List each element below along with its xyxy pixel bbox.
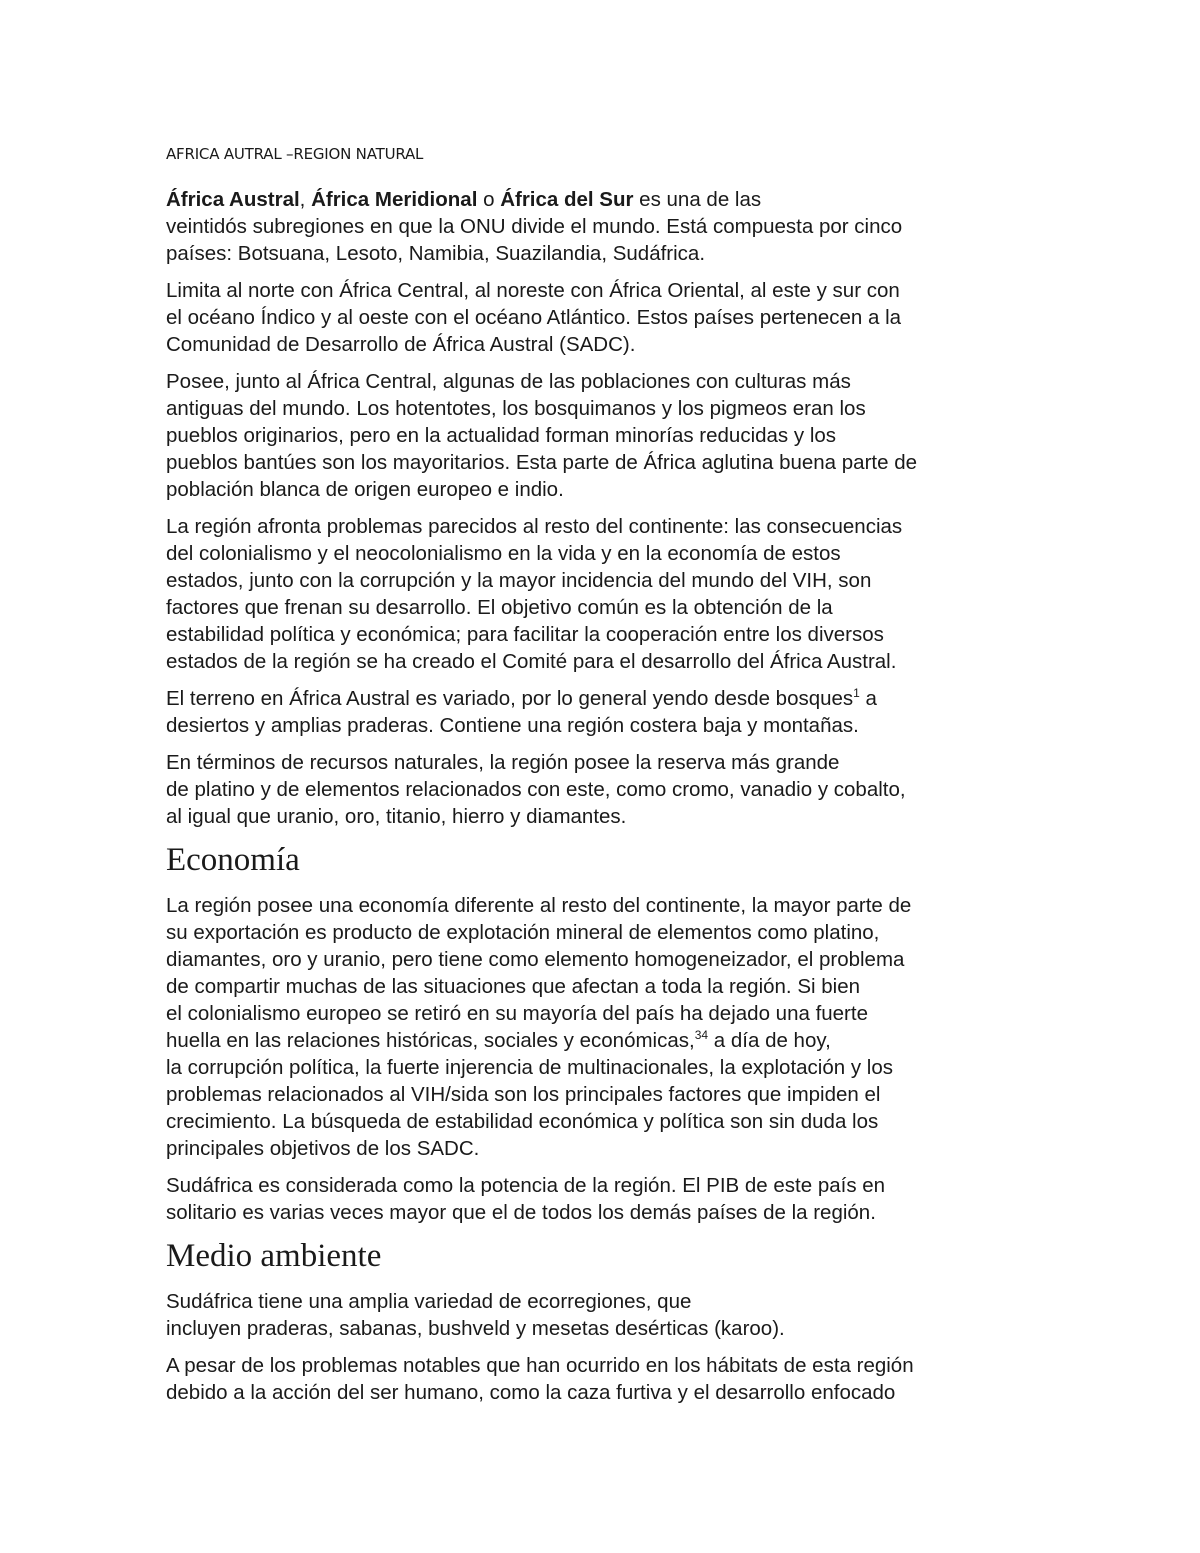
text-line: países: Botsuana, Lesoto, Namibia, Suazilandia, Sudáfrica. [166,242,706,265]
text-line: estados de la región se ha creado el Comité para el desarrollo del África Austral. [166,650,897,673]
document-title: AFRICA AUTRAL –REGION NATURAL [166,145,424,163]
text-line: Comunidad de Desarrollo de África Austral (SADC). [166,333,636,356]
paragraph-populations [166,368,1046,503]
text-line: su exportación es producto de explotación mineral de elementos como platino, [166,921,880,944]
text-line: de compartir muchas de las situaciones que afectan a toda la región. Si bien [166,975,860,998]
text-line: En términos de recursos naturales, la región posee la reserva más grande [166,751,840,774]
text-line: La región posee una economía diferente al resto del continente, la mayor parte de [166,894,912,917]
text-line: La región afronta problemas parecidos al resto del continente: las consecuencias [166,515,903,538]
heading-economia: Economía [166,842,300,878]
paragraph-ecoregions [166,1288,1046,1342]
heading-medio-ambiente: Medio ambiente [166,1238,382,1274]
term-africa-del-sur: África del Sur [500,188,634,211]
text-line: población blanca de origen europeo e indio. [166,478,564,501]
text-line: crecimiento. La búsqueda de estabilidad económica y política son sin duda los [166,1110,879,1133]
text-line: solitario es varias veces mayor que el de todos los demás países de la región. [166,1201,876,1224]
paragraph-limits [166,277,1046,358]
text-line: A pesar de los problemas notables que han ocurrido en los hábitats de esta región [166,1354,914,1377]
text-line: de platino y de elementos relacionados con este, como cromo, vanadio y cobalto, [166,778,906,801]
text-line: estados, junto con la corrupción y la mayor incidencia del mundo del VIH, son [166,569,872,592]
text-line: veintidós subregiones en que la ONU divide el mundo. Está compuesta por cinco [166,215,903,238]
text-line: desiertos y amplias praderas. Contiene una región costera baja y montañas. [166,714,859,737]
text-line: Sudáfrica es considerada como la potencia de la región. El PIB de este país en [166,1174,886,1197]
footnote-ref[interactable]: 1 [853,686,860,701]
text-line: pueblos bantúes son los mayoritarios. Esta parte de África aglutina buena parte de [166,451,917,474]
paragraph-habitats [166,1352,1046,1406]
text-line: huella en las relaciones históricas, sociales y económicas,$^{34}$ a día de hoy, [166,1028,831,1052]
text-line: al igual que uranio, oro, titanio, hierro y diamantes. [166,805,627,828]
text-line: el colonialismo europeo se retiró en su mayoría del país ha dejado una fuerte [166,1002,868,1025]
text-line: incluyen praderas, sabanas, bushveld y mesetas desérticas (karoo). [166,1317,785,1340]
document-page [166,140,1046,1416]
paragraph-resources [166,749,1046,830]
text-line: del colonialismo y el neocolonialismo en la vida y en la economía de estos [166,542,841,565]
paragraph-gdp [166,1172,1046,1226]
term-africa-austral: África Austral [166,188,300,211]
paragraph-economy [166,892,1046,1162]
text-line: el océano Índico y al oeste con el océano Atlántico. Estos países pertenecen a la [166,306,902,329]
text-line: El terreno en África Austral es variado, por lo general yendo desde bosques$^1$ a [166,686,877,710]
text-line: Limita al norte con África Central, al noreste con África Oriental, al este y sur con [166,279,900,302]
text-line: Posee, junto al África Central, algunas de las poblaciones con culturas más [166,370,851,393]
text-line: problemas relacionados al VIH/sida son los principales factores que impiden el [166,1083,881,1106]
term-africa-meridional: África Meridional [311,188,478,211]
text-line: antiguas del mundo. Los hotentotes, los bosquimanos y los pigmeos eran los [166,397,866,420]
text-line: debido a la acción del ser humano, como la caza furtiva y el desarrollo enfocado [166,1381,896,1404]
footnote-ref[interactable]: 34 [694,1028,709,1043]
paragraph-terrain [166,685,1046,739]
text-line: estabilidad política y económica; para facilitar la cooperación entre los diversos [166,623,884,646]
text-line: diamantes, oro y uranio, pero tiene como elemento homogeneizador, el problema [166,948,905,971]
paragraph-intro: África Austral, África Meridional o África del Sur es una de las veintidós subregiones en que la ONU divide el mundo. Está compuesta por cinco países: Botsuana, Lesoto, Namibia, Suazilandia, Sudáfrica. [166,186,1046,267]
text-line: principales objetivos de los SADC. [166,1137,480,1160]
text-line: la corrupción política, la fuerte injerencia de multinacionales, la explotación y los [166,1056,894,1079]
text-line: factores que frenan su desarrollo. El objetivo común es la obtención de la [166,596,833,619]
text-line: Sudáfrica tiene una amplia variedad de ecorregiones, que [166,1290,692,1313]
text-line: pueblos originarios, pero en la actualidad forman minorías reducidas y los [166,424,837,447]
paragraph-problems [166,513,1046,675]
